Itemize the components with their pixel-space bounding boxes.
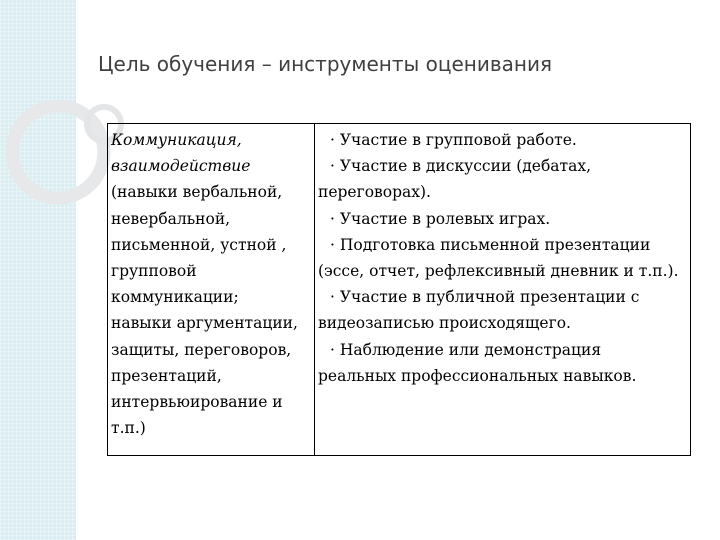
assessment-text-continuation: реальных профессиональных навыков. xyxy=(318,366,637,385)
assessment-tools-cell xyxy=(315,124,691,456)
assessment-table xyxy=(107,123,691,456)
skills-text-line: навыки аргументации, xyxy=(111,314,298,333)
assessment-bullet-item: · Участие в дискуссии (дебатах, xyxy=(330,157,592,176)
skills-text-line: защиты, переговоров, xyxy=(111,340,292,359)
skills-text-line: презентаций, xyxy=(111,366,222,385)
assessment-bullet-item: · Подготовка письменной презентации xyxy=(330,235,651,254)
skills-text-line: Коммуникация, xyxy=(111,131,242,149)
assessment-text-continuation: (эссе, отчет, рефлексивный дневник и т.п.). xyxy=(318,262,679,281)
assessment-bullet-item: · Наблюдение или демонстрация xyxy=(330,340,602,359)
assessment-text-continuation: переговорах). xyxy=(318,183,431,202)
assessment-text-continuation: видеозаписью происходящего. xyxy=(318,314,571,333)
skills-text-line: взаимодействие xyxy=(111,157,251,176)
assessment-bullet-item: · Участие в ролевых играх. xyxy=(330,209,551,228)
assessment-bullet-item: · Участие в групповой работе. xyxy=(330,131,577,149)
skills-text-line: групповой xyxy=(111,262,197,281)
assessment-bullet-item: · Участие в публичной презентации с xyxy=(330,288,640,307)
skills-cell xyxy=(108,124,315,456)
skills-text-line: невербальной, xyxy=(111,209,231,228)
skills-text-line: (навыки вербальной, xyxy=(111,183,283,202)
skills-text-line: письменной, устной , xyxy=(111,235,287,254)
skills-text-line: интервьюирование и xyxy=(111,393,283,412)
slide-title: Цель обучения – инструменты оценивания xyxy=(98,52,553,76)
skills-text-line: т.п.) xyxy=(111,419,146,438)
skills-text-line: коммуникации; xyxy=(111,288,239,307)
table-row xyxy=(108,124,691,456)
